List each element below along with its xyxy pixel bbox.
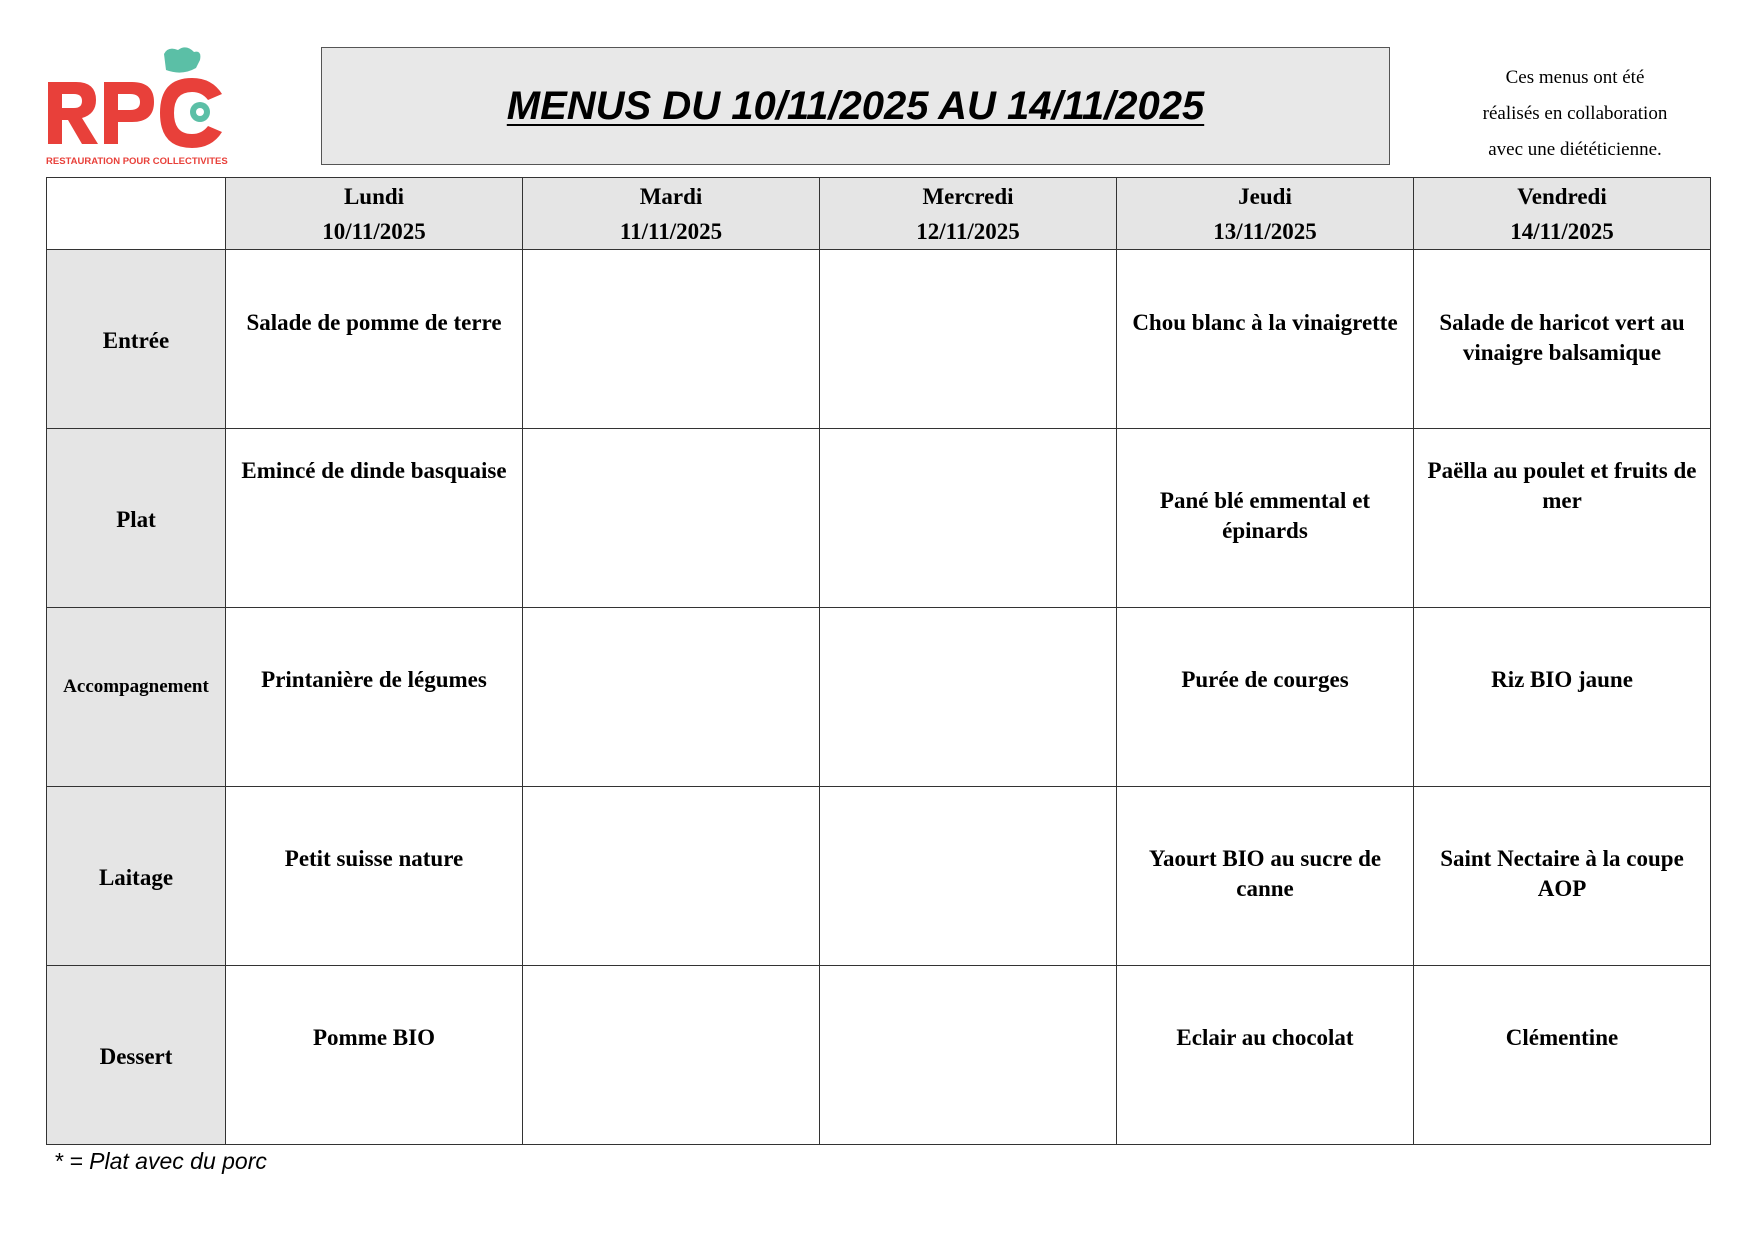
menu-cell <box>523 787 820 966</box>
menu-cell <box>820 966 1117 1145</box>
day-date: 12/11/2025 <box>916 218 1020 244</box>
menu-cell <box>820 429 1117 608</box>
day-header-mardi <box>523 178 820 250</box>
day-header-lundi <box>226 178 523 250</box>
row-label-plat: Plat <box>47 429 226 608</box>
menu-cell: Petit suisse nature <box>226 787 523 966</box>
day-header-jeudi <box>1117 178 1414 250</box>
table-corner <box>47 178 226 250</box>
logo-tagline: RESTAURATION POUR COLLECTIVITES <box>46 156 228 167</box>
note-line: réalisés en collaboration <box>1482 103 1668 124</box>
row-label-laitage: Laitage <box>47 787 226 966</box>
menu-cell: Emincé de dinde basquaise <box>226 429 523 608</box>
menu-cell <box>820 787 1117 966</box>
menu-cell: Salade de haricot vert au vinaigre balsamique <box>1414 250 1711 429</box>
menu-table <box>46 177 1711 1145</box>
menu-cell: Purée de courges <box>1117 608 1414 787</box>
menu-cell: Printanière de légumes <box>226 608 523 787</box>
menu-cell <box>523 966 820 1145</box>
menu-cell: Clémentine <box>1414 966 1711 1145</box>
menu-cell: Saint Nectaire à la coupe AOP <box>1414 787 1711 966</box>
menu-cell: Chou blanc à la vinaigrette <box>1117 250 1414 429</box>
row-label-entree: Entrée <box>47 250 226 429</box>
row-label-dessert: Dessert <box>47 966 226 1145</box>
pork-footnote: * = Plat avec du porc <box>54 1148 267 1174</box>
menu-cell: Pané blé emmental et épinards <box>1117 429 1414 608</box>
day-header-mercredi <box>820 178 1117 250</box>
menu-cell: Salade de pomme de terre <box>226 250 523 429</box>
menu-row-accompagnement <box>47 608 1711 787</box>
day-name: Mardi <box>639 183 703 209</box>
menu-cell <box>820 250 1117 429</box>
day-name: Vendredi <box>1517 183 1607 209</box>
day-date: 14/11/2025 <box>1510 218 1614 244</box>
menu-cell: Pomme BIO <box>226 966 523 1145</box>
day-name: Lundi <box>343 183 405 209</box>
menu-cell: Yaourt BIO au sucre de canne <box>1117 787 1414 966</box>
menu-cell: Eclair au chocolat <box>1117 966 1414 1145</box>
menu-row-entree <box>47 250 1711 429</box>
day-date: 13/11/2025 <box>1213 218 1317 244</box>
day-date: 11/11/2025 <box>619 218 723 244</box>
menu-cell <box>523 250 820 429</box>
menu-cell <box>820 608 1117 787</box>
page-title: MENUS DU 10/11/2025 AU 14/11/2025 <box>506 83 1205 128</box>
note-line: avec une diététicienne. <box>1488 139 1662 160</box>
menu-row-dessert <box>47 966 1711 1145</box>
day-name: Jeudi <box>1238 183 1292 209</box>
day-date: 10/11/2025 <box>322 218 426 244</box>
title-banner <box>321 47 1390 165</box>
day-header-vendredi <box>1414 178 1711 250</box>
menu-row-laitage <box>47 787 1711 966</box>
note-line: Ces menus ont été <box>1505 67 1645 88</box>
dietitian-note <box>1440 60 1710 168</box>
menu-cell: Riz BIO jaune <box>1414 608 1711 787</box>
menu-cell: Paëlla au poulet et fruits de mer <box>1414 429 1711 608</box>
day-header-row <box>47 178 1711 250</box>
day-name: Mercredi <box>922 183 1014 209</box>
menu-row-plat <box>47 429 1711 608</box>
menu-cell <box>523 608 820 787</box>
menu-cell <box>523 429 820 608</box>
row-label-accompagnement: Accompagnement <box>47 608 226 787</box>
rpc-logo <box>46 46 228 170</box>
